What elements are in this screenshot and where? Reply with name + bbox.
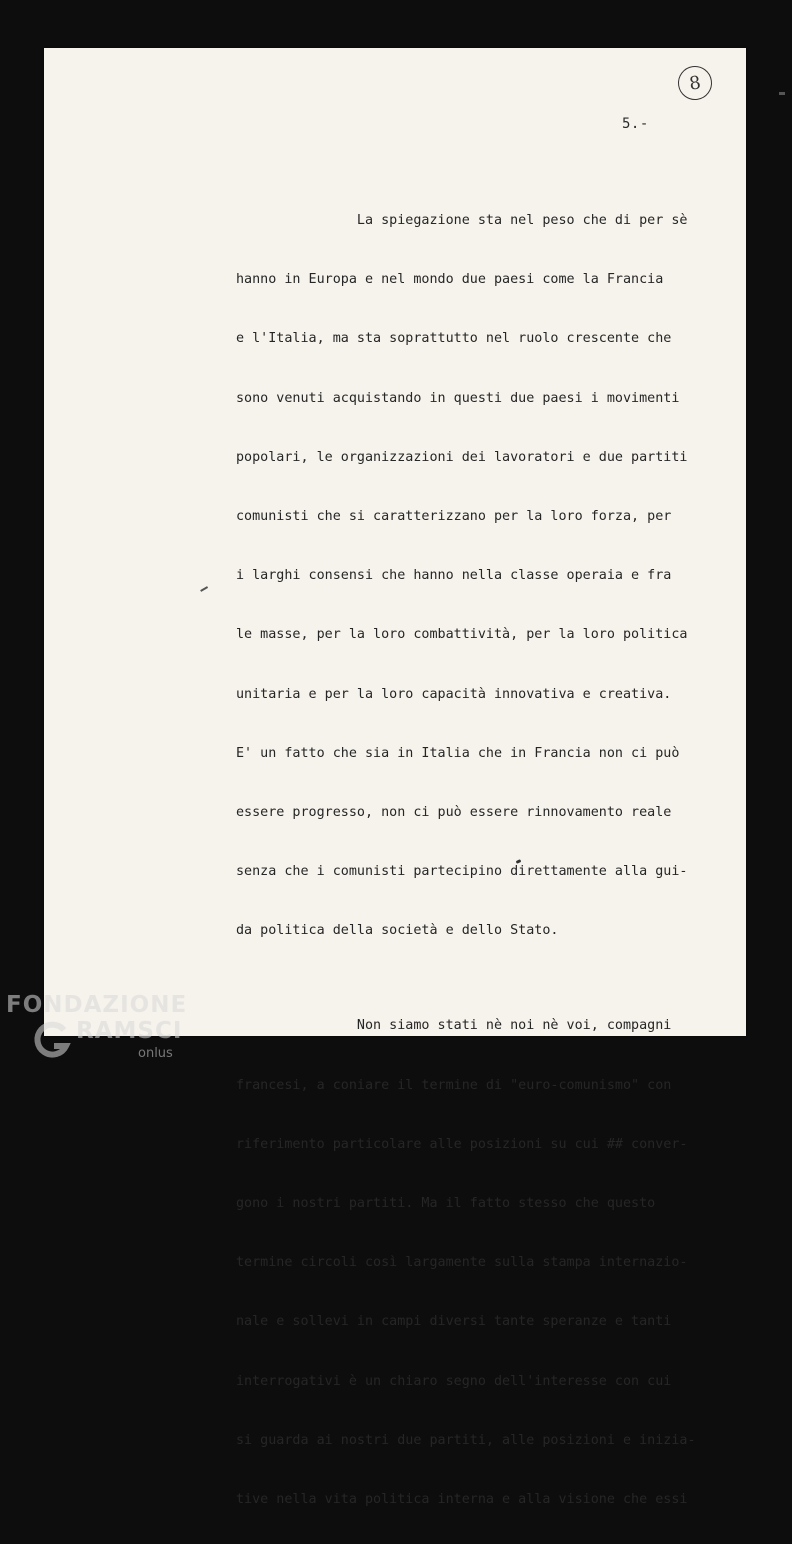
text-line: sono venuti acquistando in questi due paesi i movimenti — [236, 390, 680, 406]
text-line: La spiegazione sta nel peso che di per sè — [236, 213, 688, 228]
watermark-tag: onlus — [138, 1046, 173, 1061]
body-text — [236, 176, 736, 1544]
folio-circle-mark: 8 — [676, 64, 714, 102]
text-line: interrogativi è un chiaro segno dell'interesse con cui — [236, 1373, 672, 1389]
text-line: da politica della società e dello Stato. — [236, 923, 559, 939]
text-line: popolari, le organizzazioni dei lavoratori e due partiti — [236, 449, 688, 465]
text-line: francesi, a coniare il termine di "euro-comunismo" con — [236, 1077, 672, 1093]
text-line: e l'Italia, ma sta soprattutto nel ruolo crescente che — [236, 331, 672, 347]
g-logo-icon — [32, 1020, 72, 1060]
watermark-subtitle: RAMSCI — [76, 1018, 183, 1044]
text-line: le masse, per la loro combattività, per la loro politica — [236, 627, 688, 643]
page-number: 5.- — [622, 116, 649, 132]
text-line: tive nella vita politica interna e alla visione che essi — [236, 1491, 688, 1507]
text-line: comunisti che si caratterizzano per la loro forza, per — [236, 508, 672, 524]
text-line: riferimento particolare alle posizioni su cui ## conver- — [236, 1136, 688, 1152]
text-line: gono i nostri partiti. Ma il fatto stesso che questo — [236, 1196, 656, 1211]
text-line: unitaria e per la loro capacità innovativa e creativa. — [236, 686, 672, 702]
archive-watermark — [6, 990, 206, 1070]
text-line: nale e sollevi in campi diversi tante speranze e tanti — [236, 1314, 672, 1330]
pencil-mark — [200, 586, 208, 591]
text-line: Non siamo stati nè noi nè voi, compagni — [236, 1018, 672, 1034]
text-line: hanno in Europa e nel mondo due paesi come la Francia — [236, 272, 664, 288]
text-line: termine circoli così largamente sulla stampa internazio- — [236, 1255, 688, 1271]
text-line: senza che i comunisti partecipino direttamente alla gui- — [236, 864, 688, 880]
text-line: si guarda ai nostri due partiti, alle posizioni e inizia- — [236, 1432, 696, 1448]
text-line: essere progresso, non ci può essere rinnovamento reale — [236, 804, 672, 820]
watermark-title: FONDAZIONE — [6, 992, 188, 1018]
edge-mark — [779, 92, 785, 95]
text-line: E' un fatto che sia in Italia che in Francia non ci può — [236, 745, 680, 761]
text-line: i larghi consensi che hanno nella classe operaia e fra — [236, 568, 672, 584]
